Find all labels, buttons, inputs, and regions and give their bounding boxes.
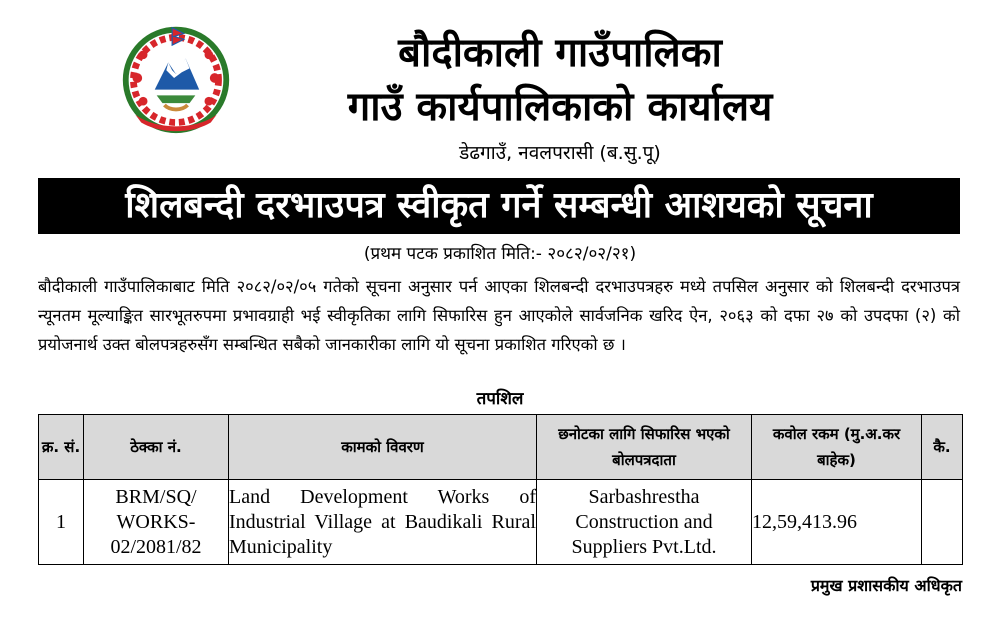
cell-amount: 12,59,413.96	[752, 480, 922, 565]
table-header-row	[39, 415, 963, 480]
bid-table	[38, 414, 963, 565]
header-sn: क्र. सं.	[39, 415, 84, 480]
notice-body-paragraph: बौदीकाली गाउँपालिकाबाट मिति २०८२/०२/०५ गतेको सूचना अनुसार पर्न आएका शिलबन्दी दरभाउपत्रहरु मध्ये तपसिल अनुसार को शिलबन्दी दरभाउपत्र न्यूनतम मूल्याङ्कित सारभूतरुपमा प्रभावग्राही भई स्वीकृतिका लागि सिफारिस हुन आएकोले सार्वजनिक खरिद ऐन, २०६३ को दफा २७ को उपदफा (२) को प्रयोजनार्थ उक्त बोलपत्रहरुसँग सम्बन्धित सबैको जानकारीका लागि यो सूचना प्रकाशित गरिएको छ ।	[38, 277, 960, 354]
header-contract-no: ठेक्का नं.	[84, 415, 229, 480]
cell-description: Land Development Works of Industrial Village at Baudikali Rural Municipality	[229, 480, 537, 565]
office-title: गाउँ कार्यपालिकाको कार्यालय	[347, 84, 773, 130]
cell-sn: 1	[39, 480, 84, 565]
table-row	[39, 480, 963, 565]
schedule-heading: तपशिल	[476, 389, 524, 409]
cell-remarks	[922, 480, 963, 565]
header-remarks: कै.	[922, 415, 963, 480]
notice-banner: शिलबन्दी दरभाउपत्र स्वीकृत गर्ने सम्बन्धी आशयको सूचना	[38, 178, 960, 234]
office-address: डेढगाउँ, नवलपरासी (ब.सु.पू)	[459, 142, 661, 164]
cell-bidder: Sarbashrestha Construction and Suppliers Pvt.Ltd.	[537, 480, 752, 565]
signatory-title: प्रमुख प्रशासकीय अधिकृत	[810, 576, 962, 595]
nepal-government-emblem	[118, 20, 234, 136]
header-bidder: छनोटका लागि सिफारिस भएको बोलपत्रदाता	[537, 415, 752, 480]
cell-contract-no: BRM/SQ/ WORKS- 02/2081/82	[84, 480, 229, 565]
header-amount: कवोल रकम (मु.अ.कर बाहेक)	[752, 415, 922, 480]
municipality-title: बौदीकाली गाउँपालिका	[398, 30, 722, 76]
publication-date: (प्रथम पटक प्रकाशित मिति:- २०८२/०२/२१)	[363, 244, 637, 264]
header-description: कामको विवरण	[229, 415, 537, 480]
